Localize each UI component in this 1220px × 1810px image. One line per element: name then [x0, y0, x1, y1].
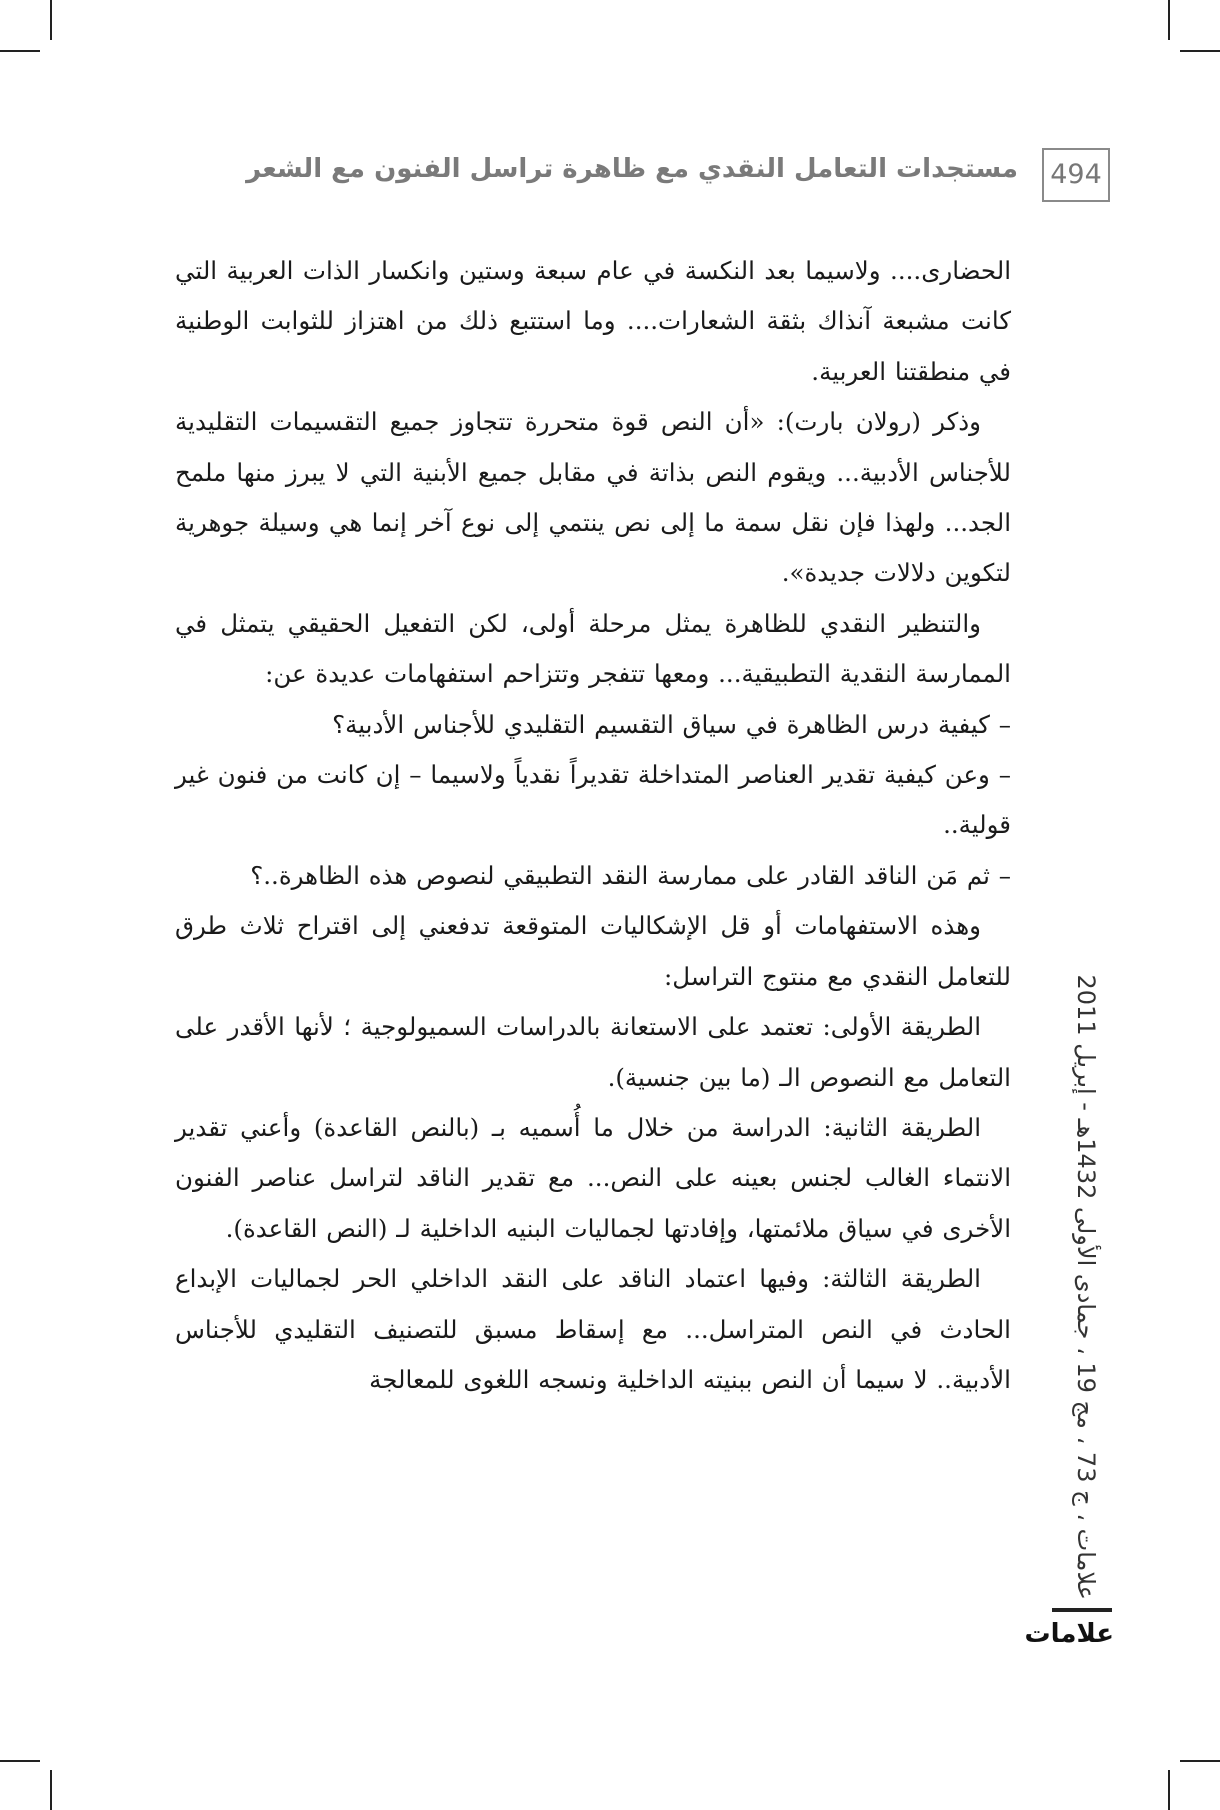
question-item-2: – وعن كيفية تقدير العناصر المتداخلة تقديراً نقدياً ولاسيما – إن كانت من فنون غير قولية..	[175, 760, 1011, 840]
crop-mark-bottom-right-h	[1180, 1760, 1220, 1762]
crop-mark-bottom-left-h	[0, 1760, 40, 1762]
running-title: مستجدات التعامل النقدي مع ظاهرة تراسل الفنون مع الشعر	[246, 154, 1018, 184]
paragraph-1: الحضارى.... ولاسيما بعد النكسة في عام سبعة وستين وانكسار الذات العربية التي كانت مشبعة آنذاك بثقة الشعارات.... وما استتبع ذلك من اهتزاز للثوابت الوطنية في منطقتنا العربية.	[175, 256, 1011, 386]
paragraph-3: والتنظير النقدي للظاهرة يمثل مرحلة أولى، لكن التفعيل الحقيقي يتمثل في الممارسة النقدية التطبيقية... ومعها تتفجر وتتزاحم استفهامات عديدة عن:	[175, 608, 1011, 689]
page-number: 494	[1042, 148, 1110, 202]
crop-mark-top-left-h	[0, 50, 40, 52]
journal-logo: علامات	[1024, 1619, 1114, 1649]
method-2: الطريقة الثانية: الدراسة من خلال ما أُسميه بـ (بالنص القاعدة) وأعني تقدير الانتماء الغالب لجنس بعينه على النص... مع تقدير الناقد لتراسل عناصر الفنون الأخرى في سياق ملائمتها، وإفادتها لجماليات البنيه الداخلية لـ (النص القاعدة).	[175, 1112, 1011, 1243]
question-item-3: – ثم مَن الناقد القادر على ممارسة النقد التطبيقي لنصوص هذه الظاهرة..؟	[250, 860, 1011, 890]
article-body	[175, 246, 1011, 1405]
paragraph-4: وهذه الاستفهامات أو قل الإشكاليات المتوقعة تدفعني إلى اقتراح ثلاث طرق للتعامل النقدي مع منتوج التراسل:	[175, 911, 1011, 991]
question-item-1: – كيفية درس الظاهرة في سياق التقسيم التقليدي للأجناس الأدبية؟	[332, 709, 1011, 739]
side-divider	[1052, 1608, 1112, 1612]
page-header	[210, 148, 1110, 208]
crop-mark-top-right-h	[1180, 50, 1220, 52]
crop-mark-top-left-v	[50, 0, 52, 40]
crop-mark-top-right-v	[1168, 0, 1170, 40]
crop-mark-bottom-left-v	[50, 1770, 52, 1810]
crop-mark-bottom-right-v	[1168, 1770, 1170, 1810]
method-3: الطريقة الثالثة: وفيها اعتماد الناقد على النقد الداخلي الحر لجماليات الإبداع الحادث في النص المتراسل... مع إسقاط مسبق للتصنيف التقليدي للأجناس الأدبية.. لا سيما أن النص ببنيته الداخلية ونسجه اللغوى للمعالجة	[175, 1264, 1011, 1394]
journal-side-caption	[1055, 960, 1115, 1600]
method-1: الطريقة الأولى: تعتمد على الاستعانة بالدراسات السميولوجية ؛ لأنها الأقدر على التعامل مع النصوص الـ (ما بين جنسية).	[175, 1012, 1011, 1092]
paragraph-2: وذكر (رولان بارت): «أن النص قوة متحررة تتجاوز جميع التقسيمات التقليدية للأجناس الأدبية... ويقوم النص بذاتة في مقابل جميع الأبنية التي لا يبرز منها ملمح الجد... ولهذا فإن نقل سمة ما إلى نص ينتمي إلى نوع آخر إنما هي وسيلة جوهرية لتكوين دلالات جديدة».	[175, 407, 1011, 588]
journal-citation: علامات ، ج 73 ، مج 19 ، جمادى الأولى 1432هـ - إبريل 2011	[1072, 974, 1100, 1600]
